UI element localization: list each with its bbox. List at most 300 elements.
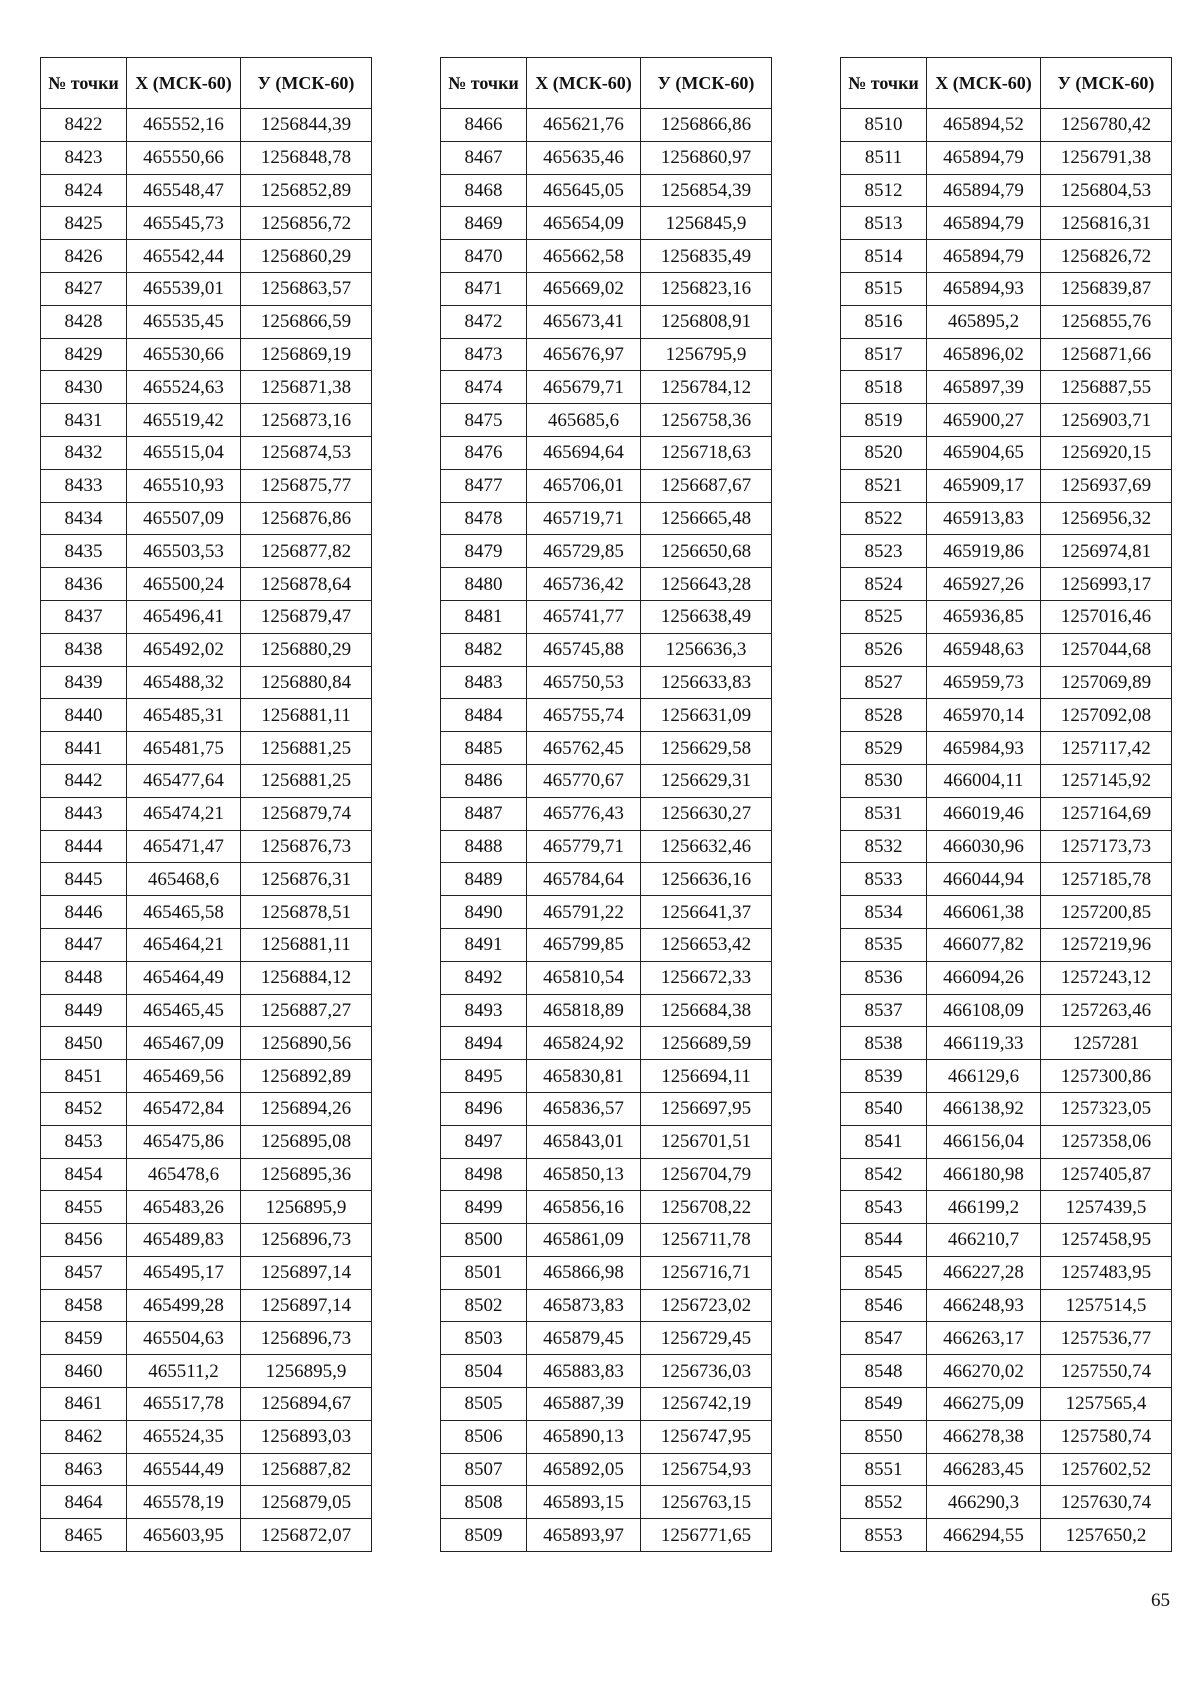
header-x: Х (МСК-60) bbox=[127, 58, 241, 109]
table-header-row bbox=[841, 58, 1172, 109]
point-number-cell: 8530 bbox=[841, 764, 927, 797]
table-row bbox=[441, 1322, 772, 1355]
x-coordinate-cell: 466138,92 bbox=[927, 1092, 1041, 1125]
x-coordinate-cell: 465776,43 bbox=[527, 797, 641, 830]
table-row bbox=[841, 1060, 1172, 1093]
x-coordinate-cell: 465635,46 bbox=[527, 141, 641, 174]
table-row bbox=[41, 240, 372, 273]
point-number-cell: 8538 bbox=[841, 1027, 927, 1060]
table-row bbox=[41, 1322, 372, 1355]
y-coordinate-cell: 1256629,58 bbox=[641, 732, 772, 765]
y-coordinate-cell: 1256633,83 bbox=[641, 666, 772, 699]
y-coordinate-cell: 1256694,11 bbox=[641, 1060, 772, 1093]
table-row bbox=[41, 830, 372, 863]
table-row bbox=[41, 207, 372, 240]
point-number-cell: 8432 bbox=[41, 436, 127, 469]
table-row bbox=[441, 666, 772, 699]
table-row bbox=[841, 502, 1172, 535]
table-row bbox=[441, 764, 772, 797]
y-coordinate-cell: 1257483,95 bbox=[1041, 1256, 1172, 1289]
x-coordinate-cell: 465897,39 bbox=[927, 371, 1041, 404]
header-y: У (МСК-60) bbox=[1041, 58, 1172, 109]
x-coordinate-cell: 465464,49 bbox=[127, 961, 241, 994]
x-coordinate-cell: 465866,98 bbox=[527, 1256, 641, 1289]
point-number-cell: 8544 bbox=[841, 1224, 927, 1257]
point-number-cell: 8484 bbox=[441, 699, 527, 732]
x-coordinate-cell: 465545,73 bbox=[127, 207, 241, 240]
table-row bbox=[841, 1453, 1172, 1486]
table-row bbox=[841, 1420, 1172, 1453]
table-row bbox=[41, 1486, 372, 1519]
x-coordinate-cell: 466030,96 bbox=[927, 830, 1041, 863]
x-coordinate-cell: 465890,13 bbox=[527, 1420, 641, 1453]
point-number-cell: 8509 bbox=[441, 1519, 527, 1552]
table-row bbox=[841, 797, 1172, 830]
y-coordinate-cell: 1257164,69 bbox=[1041, 797, 1172, 830]
table-row bbox=[41, 1289, 372, 1322]
table-row bbox=[441, 600, 772, 633]
y-coordinate-cell: 1256723,02 bbox=[641, 1289, 772, 1322]
y-coordinate-cell: 1256860,97 bbox=[641, 141, 772, 174]
table-row bbox=[441, 1420, 772, 1453]
x-coordinate-cell: 465894,93 bbox=[927, 272, 1041, 305]
table-row bbox=[841, 1322, 1172, 1355]
point-number-cell: 8445 bbox=[41, 863, 127, 896]
point-number-cell: 8465 bbox=[41, 1519, 127, 1552]
x-coordinate-cell: 465719,71 bbox=[527, 502, 641, 535]
x-coordinate-cell: 465548,47 bbox=[127, 174, 241, 207]
y-coordinate-cell: 1256876,31 bbox=[241, 863, 372, 896]
y-coordinate-cell: 1256887,27 bbox=[241, 994, 372, 1027]
y-coordinate-cell: 1256871,38 bbox=[241, 371, 372, 404]
table-row bbox=[841, 961, 1172, 994]
y-coordinate-cell: 1256937,69 bbox=[1041, 469, 1172, 502]
point-number-cell: 8495 bbox=[441, 1060, 527, 1093]
table-row bbox=[841, 272, 1172, 305]
y-coordinate-cell: 1256816,31 bbox=[1041, 207, 1172, 240]
y-coordinate-cell: 1257550,74 bbox=[1041, 1355, 1172, 1388]
x-coordinate-cell: 465791,22 bbox=[527, 896, 641, 929]
point-number-cell: 8471 bbox=[441, 272, 527, 305]
point-number-cell: 8441 bbox=[41, 732, 127, 765]
point-number-cell: 8552 bbox=[841, 1486, 927, 1519]
table-row bbox=[441, 436, 772, 469]
x-coordinate-cell: 465750,53 bbox=[527, 666, 641, 699]
table-row bbox=[841, 436, 1172, 469]
header-point: № точки bbox=[41, 58, 127, 109]
table-row bbox=[41, 633, 372, 666]
y-coordinate-cell: 1257069,89 bbox=[1041, 666, 1172, 699]
table-row bbox=[841, 338, 1172, 371]
y-coordinate-cell: 1256863,57 bbox=[241, 272, 372, 305]
x-coordinate-cell: 465861,09 bbox=[527, 1224, 641, 1257]
y-coordinate-cell: 1256866,86 bbox=[641, 109, 772, 142]
table-row bbox=[841, 764, 1172, 797]
y-coordinate-cell: 1256893,03 bbox=[241, 1420, 372, 1453]
point-number-cell: 8487 bbox=[441, 797, 527, 830]
point-number-cell: 8462 bbox=[41, 1420, 127, 1453]
point-number-cell: 8531 bbox=[841, 797, 927, 830]
x-coordinate-cell: 465729,85 bbox=[527, 535, 641, 568]
y-coordinate-cell: 1256872,07 bbox=[241, 1519, 372, 1552]
point-number-cell: 8541 bbox=[841, 1125, 927, 1158]
point-number-cell: 8447 bbox=[41, 928, 127, 961]
x-coordinate-cell: 465472,84 bbox=[127, 1092, 241, 1125]
table-row bbox=[441, 207, 772, 240]
y-coordinate-cell: 1256630,27 bbox=[641, 797, 772, 830]
x-coordinate-cell: 465542,44 bbox=[127, 240, 241, 273]
table-row bbox=[441, 1355, 772, 1388]
y-coordinate-cell: 1256881,11 bbox=[241, 699, 372, 732]
y-coordinate-cell: 1256894,67 bbox=[241, 1388, 372, 1421]
point-number-cell: 8513 bbox=[841, 207, 927, 240]
x-coordinate-cell: 465894,79 bbox=[927, 240, 1041, 273]
point-number-cell: 8443 bbox=[41, 797, 127, 830]
table-row bbox=[841, 830, 1172, 863]
x-coordinate-cell: 465524,35 bbox=[127, 1420, 241, 1453]
y-coordinate-cell: 1256974,81 bbox=[1041, 535, 1172, 568]
header-point: № точки bbox=[841, 58, 927, 109]
table-row bbox=[441, 1486, 772, 1519]
table-row bbox=[841, 207, 1172, 240]
x-coordinate-cell: 465909,17 bbox=[927, 469, 1041, 502]
x-coordinate-cell: 465948,63 bbox=[927, 633, 1041, 666]
x-coordinate-cell: 465883,83 bbox=[527, 1355, 641, 1388]
point-number-cell: 8524 bbox=[841, 568, 927, 601]
x-coordinate-cell: 466044,94 bbox=[927, 863, 1041, 896]
y-coordinate-cell: 1256839,87 bbox=[1041, 272, 1172, 305]
point-number-cell: 8514 bbox=[841, 240, 927, 273]
point-number-cell: 8527 bbox=[841, 666, 927, 699]
table-row bbox=[441, 699, 772, 732]
point-number-cell: 8515 bbox=[841, 272, 927, 305]
x-coordinate-cell: 465464,21 bbox=[127, 928, 241, 961]
y-coordinate-cell: 1256780,42 bbox=[1041, 109, 1172, 142]
x-coordinate-cell: 465503,53 bbox=[127, 535, 241, 568]
x-coordinate-cell: 465784,64 bbox=[527, 863, 641, 896]
x-coordinate-cell: 465685,6 bbox=[527, 404, 641, 437]
x-coordinate-cell: 465736,42 bbox=[527, 568, 641, 601]
x-coordinate-cell: 465936,85 bbox=[927, 600, 1041, 633]
y-coordinate-cell: 1256890,56 bbox=[241, 1027, 372, 1060]
y-coordinate-cell: 1256993,17 bbox=[1041, 568, 1172, 601]
point-number-cell: 8493 bbox=[441, 994, 527, 1027]
y-coordinate-cell: 1256742,19 bbox=[641, 1388, 772, 1421]
x-coordinate-cell: 465843,01 bbox=[527, 1125, 641, 1158]
table-row bbox=[441, 141, 772, 174]
point-number-cell: 8457 bbox=[41, 1256, 127, 1289]
point-number-cell: 8449 bbox=[41, 994, 127, 1027]
table-row bbox=[41, 1092, 372, 1125]
x-coordinate-cell: 465850,13 bbox=[527, 1158, 641, 1191]
x-coordinate-cell: 465550,66 bbox=[127, 141, 241, 174]
table-row bbox=[41, 1125, 372, 1158]
x-coordinate-cell: 465662,58 bbox=[527, 240, 641, 273]
table-row bbox=[441, 174, 772, 207]
table-row bbox=[441, 568, 772, 601]
point-number-cell: 8476 bbox=[441, 436, 527, 469]
y-coordinate-cell: 1257358,06 bbox=[1041, 1125, 1172, 1158]
point-number-cell: 8539 bbox=[841, 1060, 927, 1093]
y-coordinate-cell: 1256631,09 bbox=[641, 699, 772, 732]
x-coordinate-cell: 465485,31 bbox=[127, 699, 241, 732]
x-coordinate-cell: 466248,93 bbox=[927, 1289, 1041, 1322]
x-coordinate-cell: 465741,77 bbox=[527, 600, 641, 633]
y-coordinate-cell: 1257117,42 bbox=[1041, 732, 1172, 765]
x-coordinate-cell: 465927,26 bbox=[927, 568, 1041, 601]
table-row bbox=[841, 404, 1172, 437]
x-coordinate-cell: 465824,92 bbox=[527, 1027, 641, 1060]
page-number: 65 bbox=[1151, 1590, 1170, 1611]
x-coordinate-cell: 465900,27 bbox=[927, 404, 1041, 437]
x-coordinate-cell: 466199,2 bbox=[927, 1191, 1041, 1224]
y-coordinate-cell: 1257565,4 bbox=[1041, 1388, 1172, 1421]
y-coordinate-cell: 1256920,15 bbox=[1041, 436, 1172, 469]
point-number-cell: 8435 bbox=[41, 535, 127, 568]
x-coordinate-cell: 465511,2 bbox=[127, 1355, 241, 1388]
y-coordinate-cell: 1256878,64 bbox=[241, 568, 372, 601]
table-row bbox=[41, 961, 372, 994]
point-number-cell: 8438 bbox=[41, 633, 127, 666]
x-coordinate-cell: 466227,28 bbox=[927, 1256, 1041, 1289]
x-coordinate-cell: 466094,26 bbox=[927, 961, 1041, 994]
x-coordinate-cell: 466156,04 bbox=[927, 1125, 1041, 1158]
table-row bbox=[841, 371, 1172, 404]
y-coordinate-cell: 1257016,46 bbox=[1041, 600, 1172, 633]
point-number-cell: 8474 bbox=[441, 371, 527, 404]
point-number-cell: 8546 bbox=[841, 1289, 927, 1322]
x-coordinate-cell: 465894,79 bbox=[927, 141, 1041, 174]
x-coordinate-cell: 465879,45 bbox=[527, 1322, 641, 1355]
x-coordinate-cell: 466278,38 bbox=[927, 1420, 1041, 1453]
y-coordinate-cell: 1256754,93 bbox=[641, 1453, 772, 1486]
y-coordinate-cell: 1257044,68 bbox=[1041, 633, 1172, 666]
x-coordinate-cell: 465519,42 bbox=[127, 404, 241, 437]
table-row bbox=[841, 305, 1172, 338]
table-row bbox=[41, 1060, 372, 1093]
point-number-cell: 8542 bbox=[841, 1158, 927, 1191]
y-coordinate-cell: 1257602,52 bbox=[1041, 1453, 1172, 1486]
y-coordinate-cell: 1256884,12 bbox=[241, 961, 372, 994]
y-coordinate-cell: 1257263,46 bbox=[1041, 994, 1172, 1027]
x-coordinate-cell: 465483,26 bbox=[127, 1191, 241, 1224]
point-number-cell: 8466 bbox=[441, 109, 527, 142]
point-number-cell: 8444 bbox=[41, 830, 127, 863]
point-number-cell: 8480 bbox=[441, 568, 527, 601]
x-coordinate-cell: 465745,88 bbox=[527, 633, 641, 666]
y-coordinate-cell: 1256887,55 bbox=[1041, 371, 1172, 404]
point-number-cell: 8533 bbox=[841, 863, 927, 896]
y-coordinate-cell: 1256856,72 bbox=[241, 207, 372, 240]
y-coordinate-cell: 1256643,28 bbox=[641, 568, 772, 601]
x-coordinate-cell: 465544,49 bbox=[127, 1453, 241, 1486]
y-coordinate-cell: 1256826,72 bbox=[1041, 240, 1172, 273]
y-coordinate-cell: 1256687,67 bbox=[641, 469, 772, 502]
y-coordinate-cell: 1256736,03 bbox=[641, 1355, 772, 1388]
point-number-cell: 8479 bbox=[441, 535, 527, 568]
point-number-cell: 8423 bbox=[41, 141, 127, 174]
table-row bbox=[41, 994, 372, 1027]
point-number-cell: 8446 bbox=[41, 896, 127, 929]
table-row bbox=[41, 1158, 372, 1191]
x-coordinate-cell: 465856,16 bbox=[527, 1191, 641, 1224]
x-coordinate-cell: 465552,16 bbox=[127, 109, 241, 142]
y-coordinate-cell: 1256880,84 bbox=[241, 666, 372, 699]
y-coordinate-cell: 1256665,48 bbox=[641, 502, 772, 535]
point-number-cell: 8505 bbox=[441, 1388, 527, 1421]
y-coordinate-cell: 1256895,9 bbox=[241, 1191, 372, 1224]
x-coordinate-cell: 466180,98 bbox=[927, 1158, 1041, 1191]
point-number-cell: 8456 bbox=[41, 1224, 127, 1257]
table-row bbox=[41, 469, 372, 502]
table-row bbox=[41, 141, 372, 174]
point-number-cell: 8503 bbox=[441, 1322, 527, 1355]
table-row bbox=[841, 1388, 1172, 1421]
x-coordinate-cell: 465894,79 bbox=[927, 207, 1041, 240]
table-row bbox=[441, 633, 772, 666]
x-coordinate-cell: 465887,39 bbox=[527, 1388, 641, 1421]
y-coordinate-cell: 1256881,25 bbox=[241, 764, 372, 797]
table-row bbox=[41, 1256, 372, 1289]
y-coordinate-cell: 1256689,59 bbox=[641, 1027, 772, 1060]
y-coordinate-cell: 1256763,15 bbox=[641, 1486, 772, 1519]
point-number-cell: 8428 bbox=[41, 305, 127, 338]
y-coordinate-cell: 1257630,74 bbox=[1041, 1486, 1172, 1519]
y-coordinate-cell: 1256747,95 bbox=[641, 1420, 772, 1453]
y-coordinate-cell: 1256854,39 bbox=[641, 174, 772, 207]
x-coordinate-cell: 466077,82 bbox=[927, 928, 1041, 961]
point-number-cell: 8521 bbox=[841, 469, 927, 502]
table-row bbox=[41, 896, 372, 929]
table-row bbox=[41, 535, 372, 568]
y-coordinate-cell: 1256636,16 bbox=[641, 863, 772, 896]
point-number-cell: 8502 bbox=[441, 1289, 527, 1322]
coordinates-table-1 bbox=[40, 57, 372, 1552]
x-coordinate-cell: 465654,09 bbox=[527, 207, 641, 240]
table-row bbox=[841, 1125, 1172, 1158]
y-coordinate-cell: 1256881,25 bbox=[241, 732, 372, 765]
y-coordinate-cell: 1256704,79 bbox=[641, 1158, 772, 1191]
x-coordinate-cell: 465478,6 bbox=[127, 1158, 241, 1191]
x-coordinate-cell: 465578,19 bbox=[127, 1486, 241, 1519]
point-number-cell: 8534 bbox=[841, 896, 927, 929]
table-row bbox=[41, 371, 372, 404]
table-row bbox=[841, 600, 1172, 633]
table-row bbox=[441, 1125, 772, 1158]
table-row bbox=[441, 928, 772, 961]
table-row bbox=[841, 1289, 1172, 1322]
point-number-cell: 8436 bbox=[41, 568, 127, 601]
point-number-cell: 8550 bbox=[841, 1420, 927, 1453]
table-row bbox=[841, 535, 1172, 568]
point-number-cell: 8517 bbox=[841, 338, 927, 371]
table-row bbox=[841, 240, 1172, 273]
table-header-row bbox=[441, 58, 772, 109]
point-number-cell: 8511 bbox=[841, 141, 927, 174]
point-number-cell: 8507 bbox=[441, 1453, 527, 1486]
y-coordinate-cell: 1256718,63 bbox=[641, 436, 772, 469]
point-number-cell: 8468 bbox=[441, 174, 527, 207]
table-row bbox=[441, 240, 772, 273]
point-number-cell: 8508 bbox=[441, 1486, 527, 1519]
y-coordinate-cell: 1257200,85 bbox=[1041, 896, 1172, 929]
table-row bbox=[841, 1027, 1172, 1060]
point-number-cell: 8454 bbox=[41, 1158, 127, 1191]
x-coordinate-cell: 466129,6 bbox=[927, 1060, 1041, 1093]
point-number-cell: 8510 bbox=[841, 109, 927, 142]
y-coordinate-cell: 1256653,42 bbox=[641, 928, 772, 961]
table-row bbox=[841, 863, 1172, 896]
point-number-cell: 8485 bbox=[441, 732, 527, 765]
table-row bbox=[441, 1092, 772, 1125]
point-number-cell: 8500 bbox=[441, 1224, 527, 1257]
y-coordinate-cell: 1256697,95 bbox=[641, 1092, 772, 1125]
point-number-cell: 8532 bbox=[841, 830, 927, 863]
x-coordinate-cell: 465535,45 bbox=[127, 305, 241, 338]
y-coordinate-cell: 1256636,3 bbox=[641, 633, 772, 666]
x-coordinate-cell: 465799,85 bbox=[527, 928, 641, 961]
table-row bbox=[41, 1519, 372, 1552]
x-coordinate-cell: 465919,86 bbox=[927, 535, 1041, 568]
x-coordinate-cell: 465669,02 bbox=[527, 272, 641, 305]
y-coordinate-cell: 1256845,9 bbox=[641, 207, 772, 240]
point-number-cell: 8490 bbox=[441, 896, 527, 929]
y-coordinate-cell: 1256784,12 bbox=[641, 371, 772, 404]
point-number-cell: 8512 bbox=[841, 174, 927, 207]
x-coordinate-cell: 465471,47 bbox=[127, 830, 241, 863]
table-row bbox=[41, 1191, 372, 1224]
table-row bbox=[41, 109, 372, 142]
table-row bbox=[441, 896, 772, 929]
table-row bbox=[441, 469, 772, 502]
table-row bbox=[41, 666, 372, 699]
point-number-cell: 8482 bbox=[441, 633, 527, 666]
header-x: Х (МСК-60) bbox=[927, 58, 1041, 109]
table-row bbox=[841, 1519, 1172, 1552]
table-row bbox=[41, 568, 372, 601]
x-coordinate-cell: 465895,2 bbox=[927, 305, 1041, 338]
y-coordinate-cell: 1256903,71 bbox=[1041, 404, 1172, 437]
point-number-cell: 8437 bbox=[41, 600, 127, 633]
point-number-cell: 8516 bbox=[841, 305, 927, 338]
table-row bbox=[441, 535, 772, 568]
y-coordinate-cell: 1256880,29 bbox=[241, 633, 372, 666]
x-coordinate-cell: 465676,97 bbox=[527, 338, 641, 371]
table-row bbox=[41, 272, 372, 305]
point-number-cell: 8522 bbox=[841, 502, 927, 535]
header-x: Х (МСК-60) bbox=[527, 58, 641, 109]
x-coordinate-cell: 465694,64 bbox=[527, 436, 641, 469]
point-number-cell: 8424 bbox=[41, 174, 127, 207]
x-coordinate-cell: 465492,02 bbox=[127, 633, 241, 666]
point-number-cell: 8477 bbox=[441, 469, 527, 502]
point-number-cell: 8426 bbox=[41, 240, 127, 273]
table-row bbox=[441, 1027, 772, 1060]
y-coordinate-cell: 1257458,95 bbox=[1041, 1224, 1172, 1257]
table-row bbox=[441, 502, 772, 535]
table-row bbox=[841, 1256, 1172, 1289]
table-row bbox=[841, 141, 1172, 174]
y-coordinate-cell: 1257173,73 bbox=[1041, 830, 1172, 863]
y-coordinate-cell: 1256708,22 bbox=[641, 1191, 772, 1224]
x-coordinate-cell: 466061,38 bbox=[927, 896, 1041, 929]
x-coordinate-cell: 465810,54 bbox=[527, 961, 641, 994]
point-number-cell: 8498 bbox=[441, 1158, 527, 1191]
x-coordinate-cell: 466210,7 bbox=[927, 1224, 1041, 1257]
y-coordinate-cell: 1256629,31 bbox=[641, 764, 772, 797]
y-coordinate-cell: 1257580,74 bbox=[1041, 1420, 1172, 1453]
y-coordinate-cell: 1256878,51 bbox=[241, 896, 372, 929]
